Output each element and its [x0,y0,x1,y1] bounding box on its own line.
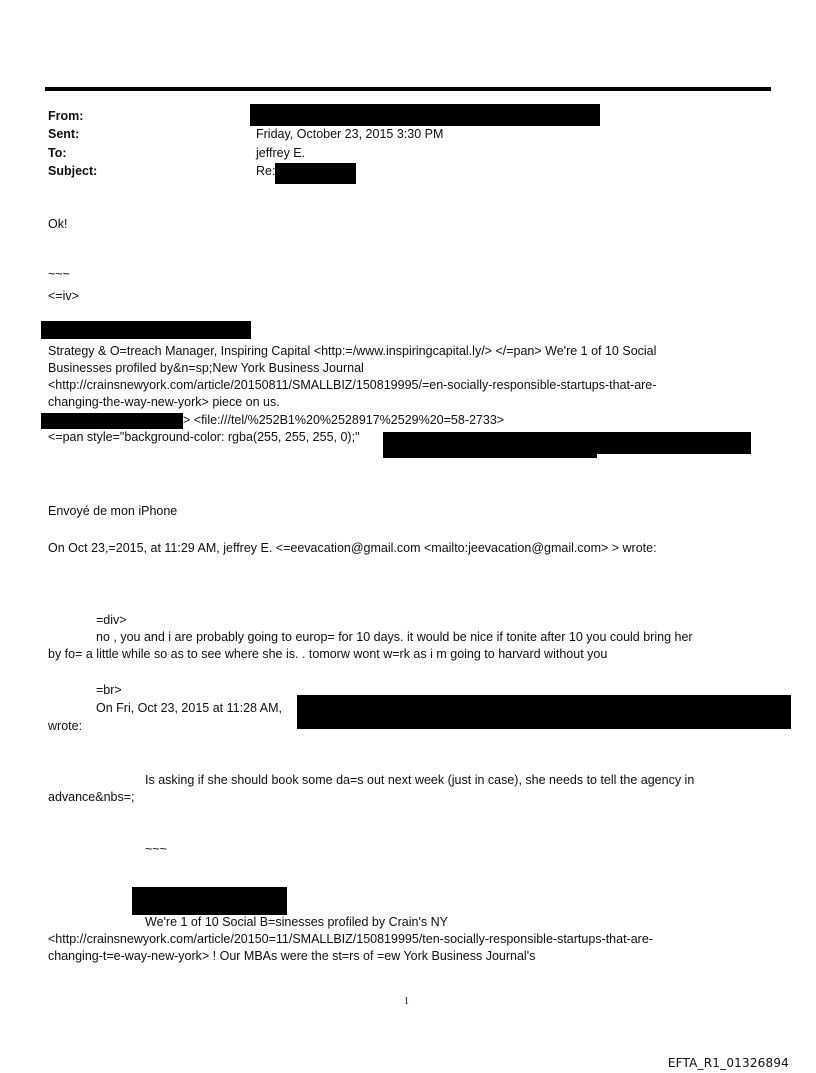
to-label: To: [48,146,67,160]
message-line-1: no , you and i are probably going to europ= for 10 days. it would be nice if tonite after 10 you could bring her [96,630,693,644]
redaction-name-2 [132,887,287,915]
quoted-header-2: On Fri, Oct 23, 2015 at 11:28 AM, [96,701,282,715]
asking-line-1: Is asking if she should book some da=s out next week (just in case), she needs to tell the agency in [145,773,695,787]
subject-label: Subject: [48,164,98,178]
envoye-text: Envoyé de mon iPhone [48,504,178,518]
to-value: jeffrey E. [256,146,306,160]
header-rule [45,87,771,91]
signature-line-3: <http://crainsnewyork.com/article/20150811/SMALLBIZ/150819995/=en-socially-responsible-startups-that-are- [48,378,657,392]
div-tag-2: =div> [96,613,127,627]
span-style-line: <=pan style="background-color: rgba(255, 255, 255, 0);" [48,430,360,444]
message-line-2: by fo= a little while so as to see where she is. . tomorw wont w=rk as i m going to harvard without you [48,647,608,661]
redaction-name [41,321,251,339]
signature-line-1: Strategy & O=treach Manager, Inspiring Capital <http:=/www.inspiringcapital.ly/> </=pan> We're 1 of 10 Social [48,344,657,358]
social-line-3: changing-t=e-way-new-york> ! Our MBAs were the st=rs of =ew York Business Journal's [48,949,536,963]
div-tag-text: <=iv> [48,289,79,303]
subject-value: Re: [256,164,276,178]
signature-line-2: Businesses profiled by&n=sp;New York Business Journal [48,361,364,375]
asking-line-2: advance&nbs=; [48,790,135,804]
file-tel-line: > <file:///tel/%252B1%20%2528917%2529%20=58-2733> [183,413,505,427]
quoted-header-line: On Oct 23,=2015, at 11:29 AM, jeffrey E. <=eevacation@gmail.com <mailto:jeevacation@gmail.com> > wrote: [48,541,657,555]
redaction-phone [41,413,183,429]
wrote-text: wrote: [48,719,83,733]
br-tag: =br> [96,683,122,697]
tilde-separator: ~~~ [48,267,70,281]
redaction-from [250,104,600,126]
page-number: 1 [404,996,409,1007]
social-line-2: <http://crainsnewyork.com/article/20150=11/SMALLBIZ/150819995/ten-socially-responsible-startups-that-are- [48,932,653,946]
redaction-sender [297,695,791,729]
redaction-span-b [383,440,597,458]
sent-value: Friday, October 23, 2015 3:30 PM [256,127,444,141]
sent-label: Sent: [48,127,80,141]
ok-text: Ok! [48,217,68,231]
from-label: From: [48,109,84,123]
redaction-subject [275,163,356,184]
signature-line-4: changing-the-way-new-york> piece on us. [48,395,280,409]
social-line-1: We're 1 of 10 Social B=sinesses profiled by Crain's NY [145,915,448,929]
document-id: EFTA_R1_01326894 [667,1056,789,1070]
tilde-separator-2: ~~~ [145,842,167,856]
